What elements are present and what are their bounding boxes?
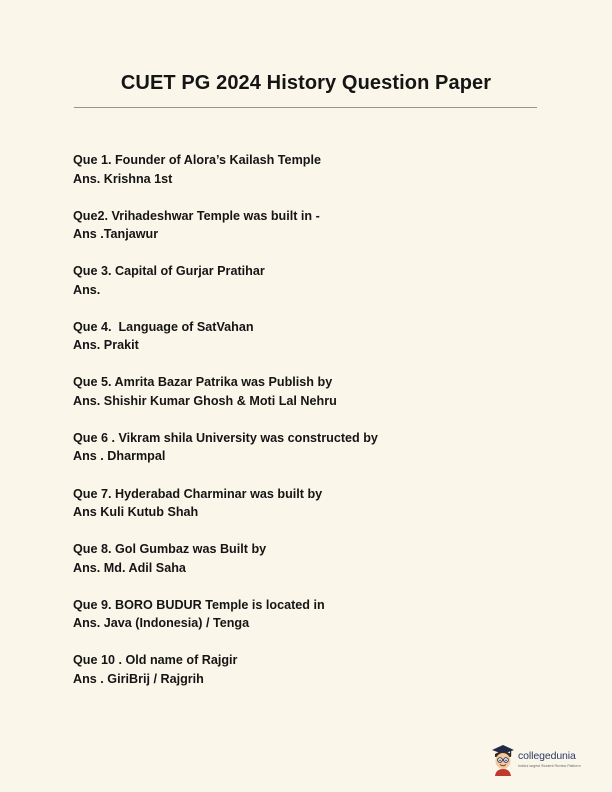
answer-text: Ans. Krishna 1st: [73, 171, 173, 186]
question-item: [73, 429, 543, 485]
question-text: Que 3. Capital of Gurjar Pratihar: [73, 264, 265, 279]
question-item: [73, 262, 543, 318]
answer-text: Ans . GiriBrij / Rajgrih: [73, 671, 204, 686]
answer-text: Ans. Prakit: [73, 338, 139, 353]
logo-tagline: India's largest Student Review Platform: [518, 764, 581, 768]
question-text: Que 8. Gol Gumbaz was Built by: [73, 542, 267, 557]
title-divider: [74, 107, 537, 108]
question-item: [73, 485, 543, 541]
question-text: Que 1. Founder of Alora’s Kailash Temple: [73, 153, 321, 167]
question-text: Que 7. Hyderabad Charminar was built by: [73, 486, 323, 501]
question-item: [73, 540, 543, 596]
answer-text: Ans. Shishir Kumar Ghosh & Moti Lal Nehru: [73, 393, 337, 408]
answer-text: Ans. Md. Adil Saha: [73, 560, 186, 575]
question-item: [73, 151, 543, 207]
question-text: Que 5. Amrita Bazar Patrika was Publish by: [73, 375, 333, 390]
question-text: Que 9. BORO BUDUR Temple is located in: [73, 597, 325, 612]
question-text: Que 6 . Vikram shila University was constructed by: [73, 430, 378, 445]
question-text: Que 10 . Old name of Rajgir: [73, 653, 238, 668]
question-item: [73, 651, 543, 707]
answer-text: Ans. Java (Indonesia) / Tenga: [73, 616, 250, 631]
question-text: Que2. Vrihadeshwar Temple was built in -: [73, 208, 320, 223]
answer-text: Ans . Dharmpal: [73, 449, 166, 464]
answer-text: Ans.: [73, 282, 101, 297]
answer-text: Ans Kuli Kutub Shah: [73, 505, 199, 520]
question-item: [73, 596, 543, 652]
collegedunia-logo: [490, 744, 590, 776]
answer-text: Ans .Tanjawur: [73, 227, 159, 242]
question-item: [73, 373, 543, 429]
question-text: Que 4. Language of SatVahan: [73, 319, 254, 334]
logo-brand-name: collegedunia: [518, 750, 576, 762]
question-item: [73, 318, 543, 374]
student-mascot-icon: [490, 744, 516, 776]
question-item: [73, 207, 543, 263]
page-title: CUET PG 2024 History Question Paper: [120, 72, 492, 94]
question-list: [73, 151, 543, 707]
